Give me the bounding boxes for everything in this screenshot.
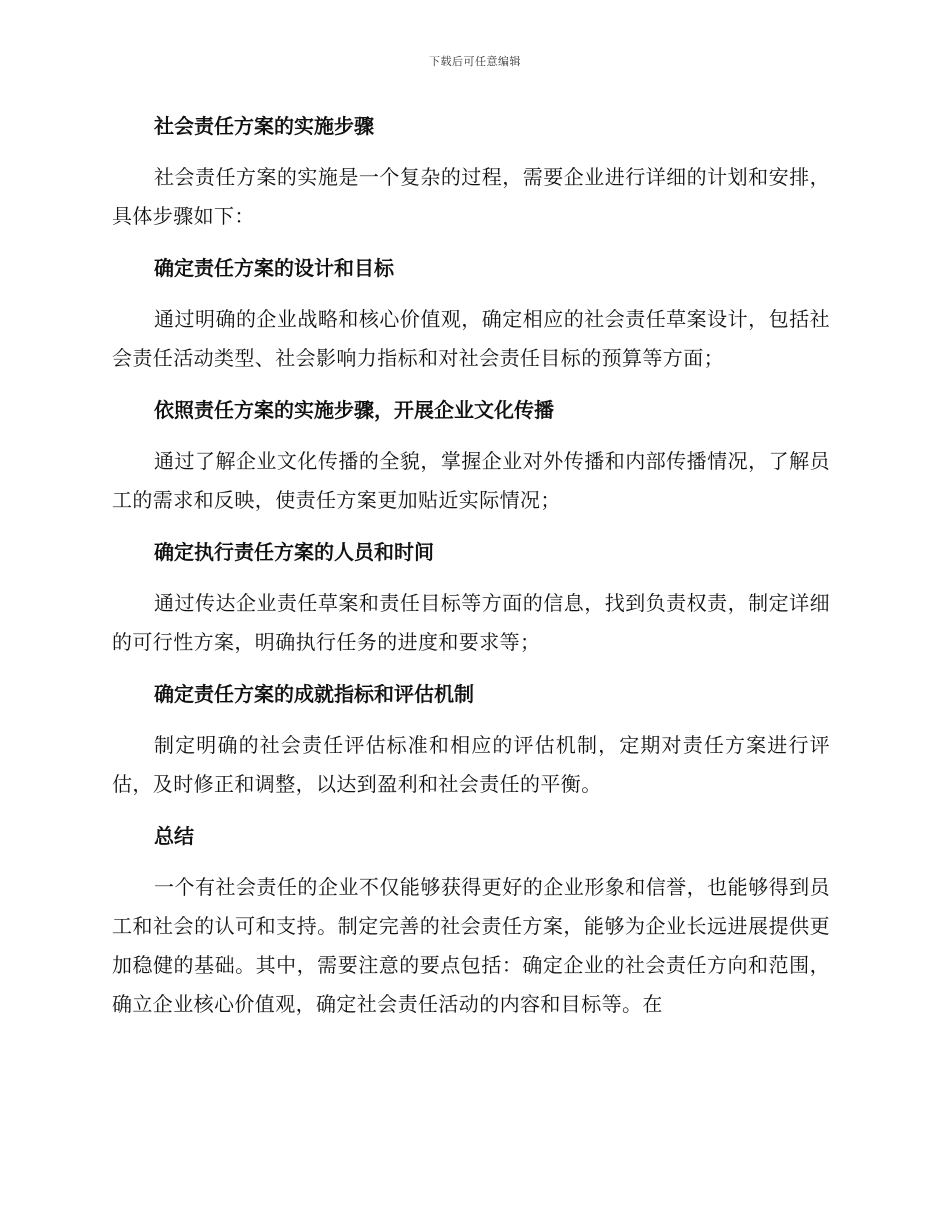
section-heading-indicators-evaluation: 确定责任方案的成就指标和评估机制 xyxy=(154,682,474,706)
section-heading-summary: 总结 xyxy=(154,824,194,848)
section-paragraph-summary: 一个有社会责任的企业不仅能够获得更好的企业形象和信誉，也能够得到员工和社会的认可和支持。制定完善的社会责任方案，能够为企业长远进展提供更加稳健的基础。其中，需要注意的要点包括：确定企业的社会责任方向和范围，确立企业核心价值观，确定社会责任活动的内容和目标等。在 xyxy=(112,875,830,1016)
section-paragraph-culture-communication: 通过了解企业文化传播的全貌，掌握企业对外传播和内部传播情况，了解员工的需求和反映，使责任方案更加贴近实际情况； xyxy=(112,449,830,512)
section-paragraph-implementation-steps: 社会责任方案的实施是一个复杂的过程，需要企业进行详细的计划和安排，具体步骤如下： xyxy=(112,165,830,228)
page-header-note: 下载后可任意编辑 xyxy=(429,55,521,68)
section-paragraph-design-goals: 通过明确的企业战略和核心价值观，确定相应的社会责任草案设计，包括社会责任活动类型、社会影响力指标和对社会责任目标的预算等方面； xyxy=(112,307,830,370)
section-heading-implementation-steps: 社会责任方案的实施步骤 xyxy=(154,114,374,138)
section-paragraph-indicators-evaluation: 制定明确的社会责任评估标准和相应的评估机制，定期对责任方案进行评估，及时修正和调整，以达到盈利和社会责任的平衡。 xyxy=(112,733,830,796)
section-paragraph-personnel-time: 通过传达企业责任草案和责任目标等方面的信息，找到负责权责，制定详细的可行性方案，明确执行任务的进度和要求等； xyxy=(112,591,830,654)
document-body xyxy=(112,108,830,1038)
section-heading-personnel-time: 确定执行责任方案的人员和时间 xyxy=(154,540,434,564)
section-heading-design-goals: 确定责任方案的设计和目标 xyxy=(154,256,394,280)
section-heading-culture-communication: 依照责任方案的实施步骤，开展企业文化传播 xyxy=(154,398,554,422)
